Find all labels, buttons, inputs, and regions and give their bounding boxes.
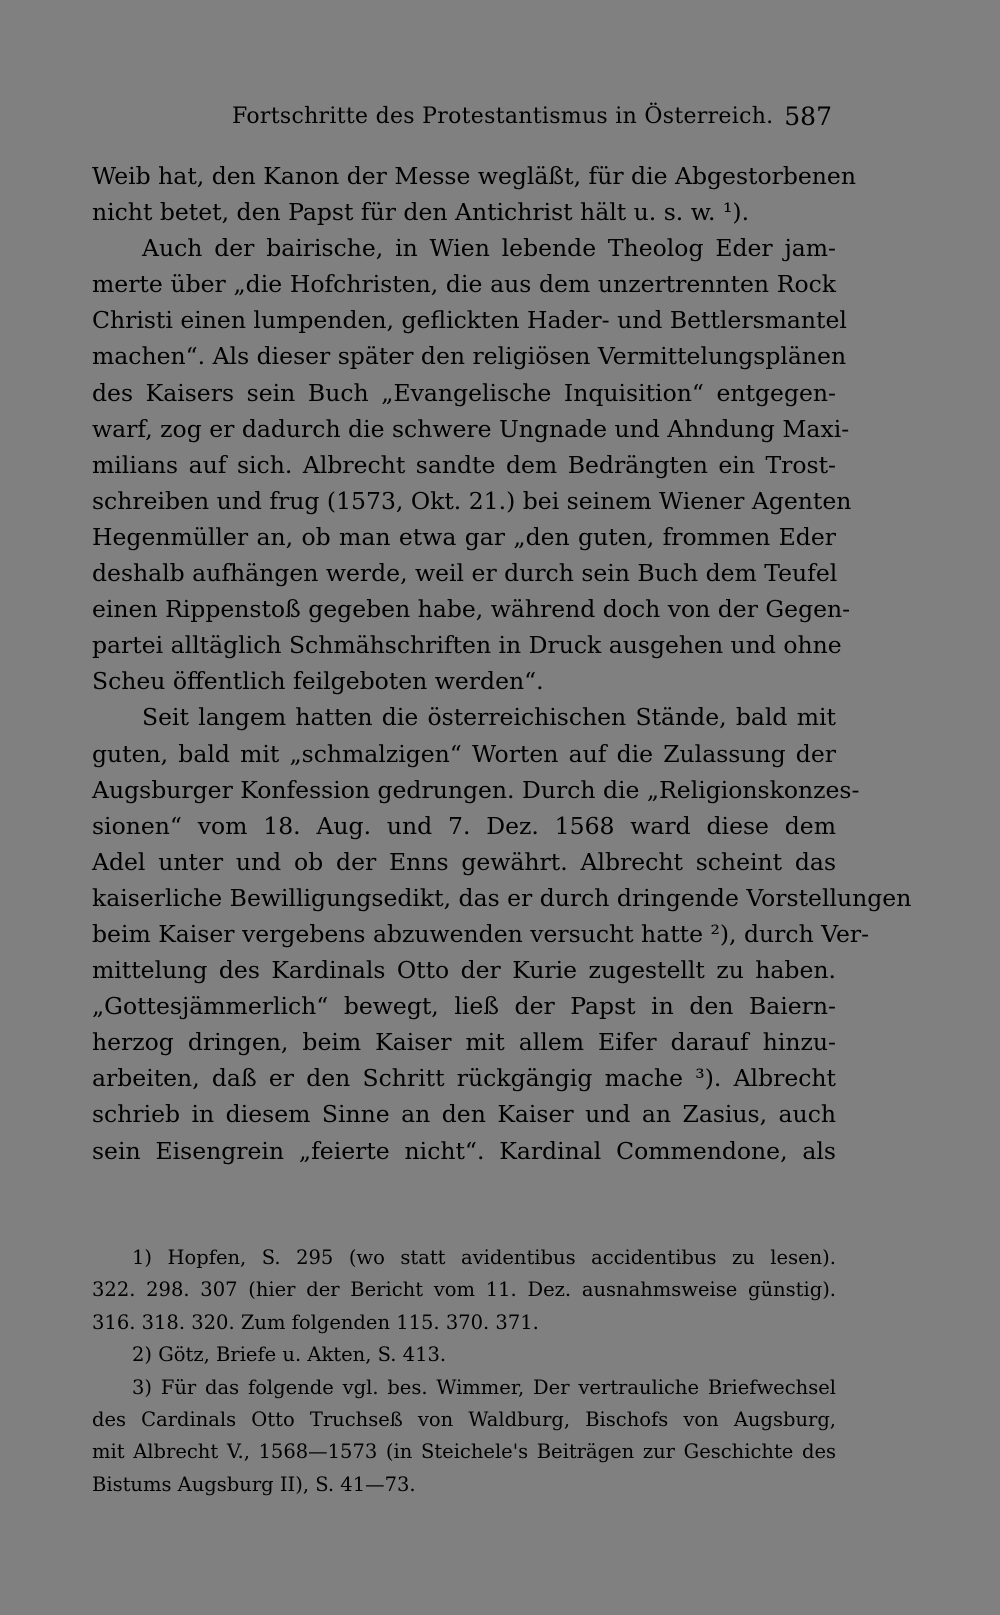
body-line: einen Rippenstoß gegeben habe, während doch von der Gegen- — [92, 595, 851, 624]
body-line: Christi einen lumpenden, geflickten Hader- und Bettlersmantel — [92, 306, 847, 335]
body-line: schrieb in diesem Sinne an den Kaiser und an Zasius, auch — [92, 1100, 836, 1129]
body-line: sein Eisengrein „feierte nicht“. Kardinal Commendone, als — [92, 1136, 836, 1165]
running-head — [92, 104, 832, 144]
footnote-line: mit Albrecht V., 1568—1573 (in Steichele's Beiträgen zur Geschichte des — [92, 1440, 836, 1464]
body-line: deshalb aufhängen werde, weil er durch sein Buch dem Teufel — [92, 559, 838, 588]
body-line: merte über „die Hofchristen, die aus dem unzertrennten Rock — [92, 270, 836, 299]
footnote-line: 316. 318. 320. Zum folgenden 115. 370. 371. — [92, 1310, 539, 1334]
body-line: beim Kaiser vergebens abzuwenden versucht hatte ²), durch Ver- — [92, 919, 870, 948]
footnote-line: 1) Hopfen, S. 295 (wo statt avidentibus accidentibus zu lesen). — [132, 1246, 836, 1269]
body-line: schreiben und frug (1573, Okt. 21.) bei seinem Wiener Agenten — [92, 486, 852, 515]
body-line: Augsburger Konfession gedrungen. Durch die „Religionskonzes- — [92, 775, 860, 804]
body-line: milians auf sich. Albrecht sandte dem Bedrängten ein Trost- — [92, 450, 836, 479]
footnote-line: des Cardinals Otto Truchseß von Waldburg, Bischofs von Augsburg, — [92, 1407, 836, 1431]
body-line: Auch der bairische, in Wien lebende Theolog Eder jam- — [142, 234, 836, 263]
body-line: herzog dringen, beim Kaiser mit allem Eifer darauf hinzu- — [92, 1028, 836, 1057]
footnote-line: Bistums Augsburg II), S. 41—73. — [92, 1472, 416, 1496]
footnote-line: 322. 298. 307 (hier der Bericht vom 11. Dez. ausnahmsweise günstig). — [92, 1278, 836, 1302]
running-title: Fortschritte des Protestantismus in Österreich. — [232, 104, 774, 129]
body-line: partei alltäglich Schmähschriften in Druck ausgehen und ohne — [92, 631, 842, 660]
body-line: Hegenmüller an, ob man etwa gar „den guten, frommen Eder — [92, 522, 836, 551]
page-number: 587 — [784, 102, 832, 131]
body-line: sionen“ vom 18. Aug. und 7. Dez. 1568 ward diese dem — [92, 811, 836, 840]
footnotes — [92, 1242, 836, 1501]
body-line: Scheu öffentlich feilgeboten werden“. — [92, 667, 544, 696]
body-line: des Kaisers sein Buch „Evangelische Inquisition“ entgegen- — [92, 378, 836, 407]
body-line: guten, bald mit „schmalzigen“ Worten auf die Zulassung der — [92, 739, 836, 768]
body-line: mittelung des Kardinals Otto der Kurie zugestellt zu haben. — [92, 956, 836, 985]
body-line: warf, zog er dadurch die schwere Ungnade und Ahndung Maxi- — [92, 414, 850, 443]
body-line: kaiserliche Bewilligungsedikt, das er durch dringende Vorstellungen — [92, 883, 912, 912]
body-line: Weib hat, den Kanon der Messe wegläßt, für die Abgestorbenen — [92, 162, 856, 190]
body-text — [92, 158, 912, 1169]
body-line: nicht betet, den Papst für den Antichrist hält u. s. w. ¹). — [92, 198, 750, 227]
footnote-line: 3) Für das folgende vgl. bes. Wimmer, Der vertrauliche Briefwechsel — [132, 1375, 836, 1399]
body-line: Seit langem hatten die österreichischen Stände, bald mit — [142, 703, 836, 732]
body-line: Adel unter und ob der Enns gewährt. Albrecht scheint das — [92, 847, 836, 876]
body-line: machen“. Als dieser später den religiösen Vermittelungsplänen — [92, 342, 847, 371]
body-line: arbeiten, daß er den Schritt rückgängig mache ³). Albrecht — [92, 1064, 836, 1093]
footnote-line: 2) Götz, Briefe u. Akten, S. 413. — [132, 1343, 447, 1367]
body-line: „Gottesjämmerlich“ bewegt, ließ der Papst in den Baiern- — [92, 992, 836, 1021]
